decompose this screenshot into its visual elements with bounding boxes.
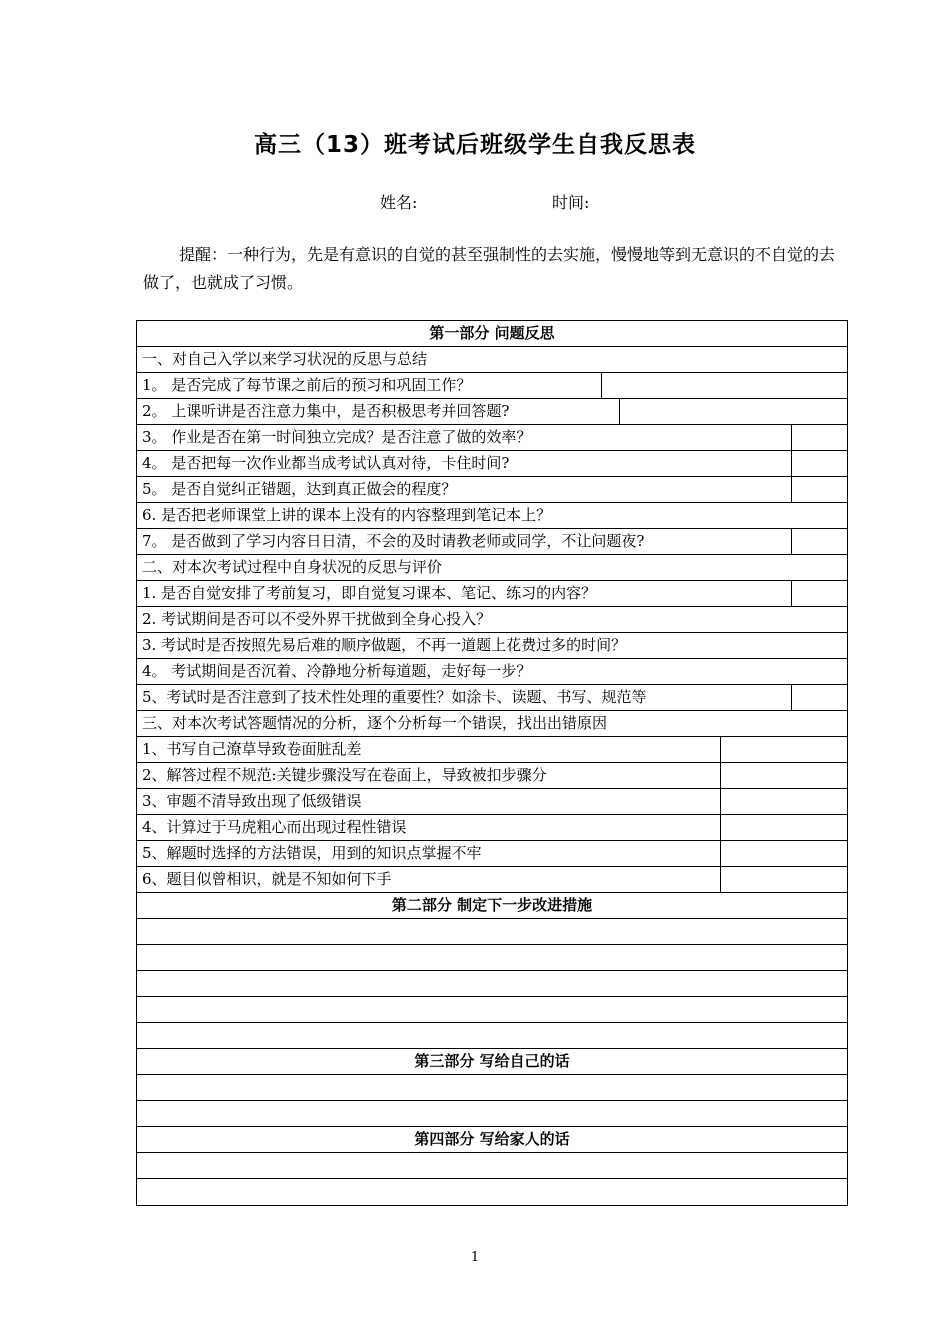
writing-line[interactable] xyxy=(137,1101,847,1127)
answer-cell[interactable] xyxy=(720,763,721,788)
answer-cell[interactable] xyxy=(720,867,721,892)
part1-heading-row xyxy=(137,321,847,347)
reminder-text: 提醒：一种行为，先是有意识的自觉的甚至强制性的去实施，慢慢地等到无意识的不自觉的去做了，也就成了习惯。 xyxy=(143,245,836,292)
answer-cell[interactable] xyxy=(720,815,721,840)
name-label: 姓名: xyxy=(380,193,418,212)
writing-line[interactable] xyxy=(137,971,847,997)
question-text: 2. 考试期间是否可以不受外界干扰做到全身心投入？ xyxy=(142,610,492,628)
answer-cell[interactable] xyxy=(791,425,792,450)
part4-heading-row xyxy=(137,1127,847,1153)
reflection-table xyxy=(136,320,848,1206)
question-text: 2。 上课听讲是否注意力集中，是否积极思考并回答题? xyxy=(142,402,510,420)
table-row xyxy=(137,763,847,789)
question-text: 1、书写自己潦草导致卷面脏乱差 xyxy=(142,740,362,758)
section2-title: 二、对本次考试过程中自身状况的反思与评价 xyxy=(142,558,443,576)
table-row xyxy=(137,815,847,841)
writing-line[interactable] xyxy=(137,1023,847,1049)
writing-line[interactable] xyxy=(137,1179,847,1205)
part2-heading: 第二部分 制定下一步改进措施 xyxy=(391,896,593,914)
part3-heading: 第三部分 写给自己的话 xyxy=(414,1052,570,1070)
answer-cell[interactable] xyxy=(791,477,792,502)
writing-line[interactable] xyxy=(137,997,847,1023)
table-row xyxy=(137,425,847,451)
section2-title-row xyxy=(137,555,847,581)
table-row xyxy=(137,451,847,477)
part2-heading-row xyxy=(137,893,847,919)
table-row xyxy=(137,373,847,399)
table-row xyxy=(137,633,847,659)
answer-cell[interactable] xyxy=(720,789,721,814)
section3-title: 三、对本次考试答题情况的分析，逐个分析每一个错误，找出出错原因 xyxy=(142,714,608,732)
answer-cell[interactable] xyxy=(791,581,792,606)
table-row xyxy=(137,477,847,503)
table-row xyxy=(137,841,847,867)
question-text: 4、计算过于马虎粗心而出现过程性错误 xyxy=(142,818,407,836)
table-row xyxy=(137,399,847,425)
answer-cell[interactable] xyxy=(619,399,620,424)
question-text: 5、考试时是否注意到了技术性处理的重要性？如涂卡、读题、书写、规范等 xyxy=(142,688,647,706)
part4-heading: 第四部分 写给家人的话 xyxy=(414,1130,570,1148)
table-row xyxy=(137,503,847,529)
page-number: 1 xyxy=(470,1250,480,1265)
answer-cell[interactable] xyxy=(791,685,792,710)
section1-title-row xyxy=(137,347,847,373)
answer-cell[interactable] xyxy=(720,841,721,866)
table-row xyxy=(137,789,847,815)
writing-line[interactable] xyxy=(137,945,847,971)
answer-cell[interactable] xyxy=(601,373,602,398)
question-text: 4。 是否把每一次作业都当成考试认真对待，卡住时间? xyxy=(142,454,510,472)
page-title: 高三（13）班考试后班级学生自我反思表 xyxy=(253,132,696,158)
answer-cell[interactable] xyxy=(791,451,792,476)
table-row xyxy=(137,737,847,763)
table-row xyxy=(137,659,847,685)
table-row xyxy=(137,529,847,555)
writing-line[interactable] xyxy=(137,1153,847,1179)
table-row xyxy=(137,607,847,633)
section1-title: 一、对自己入学以来学习状况的反思与总结 xyxy=(142,350,428,368)
question-text: 3. 考试时是否按照先易后难的顺序做题，不再一道题上花费过多的时间？ xyxy=(142,636,627,654)
question-text: 4。 考试期间是否沉着、冷静地分析每道题，走好每一步？ xyxy=(142,662,532,680)
part1-heading: 第一部分 问题反思 xyxy=(429,324,555,342)
question-text: 3。 作业是否在第一时间独立完成？是否注意了做的效率？ xyxy=(142,428,532,446)
part3-heading-row xyxy=(137,1049,847,1075)
answer-cell[interactable] xyxy=(791,529,792,554)
writing-line[interactable] xyxy=(137,919,847,945)
question-text: 6. 是否把老师课堂上讲的课本上没有的内容整理到笔记本上？ xyxy=(142,506,552,524)
writing-line[interactable] xyxy=(137,1075,847,1101)
table-row xyxy=(137,867,847,893)
question-text: 1。 是否完成了每节课之前后的预习和巩固工作？ xyxy=(142,376,472,394)
question-text: 2、解答过程不规范:关键步骤没写在卷面上，导致被扣步骤分 xyxy=(142,766,547,784)
section3-title-row xyxy=(137,711,847,737)
question-text: 5。 是否自觉纠正错题，达到真正做会的程度？ xyxy=(142,480,457,498)
time-label: 时间: xyxy=(552,193,590,212)
question-text: 5、解题时选择的方法错误，用到的知识点掌握不牢 xyxy=(142,844,482,862)
table-row xyxy=(137,685,847,711)
table-row xyxy=(137,581,847,607)
question-text: 6、题目似曾相识，就是不知如何下手 xyxy=(142,870,392,888)
question-text: 7。 是否做到了学习内容日日清，不会的及时请教老师或同学，不让问题夜? xyxy=(142,532,645,550)
answer-cell[interactable] xyxy=(720,737,721,762)
question-text: 1. 是否自觉安排了考前复习，即自觉复习课本、笔记、练习的内容？ xyxy=(142,584,597,602)
question-text: 3、审题不清导致出现了低级错误 xyxy=(142,792,362,810)
